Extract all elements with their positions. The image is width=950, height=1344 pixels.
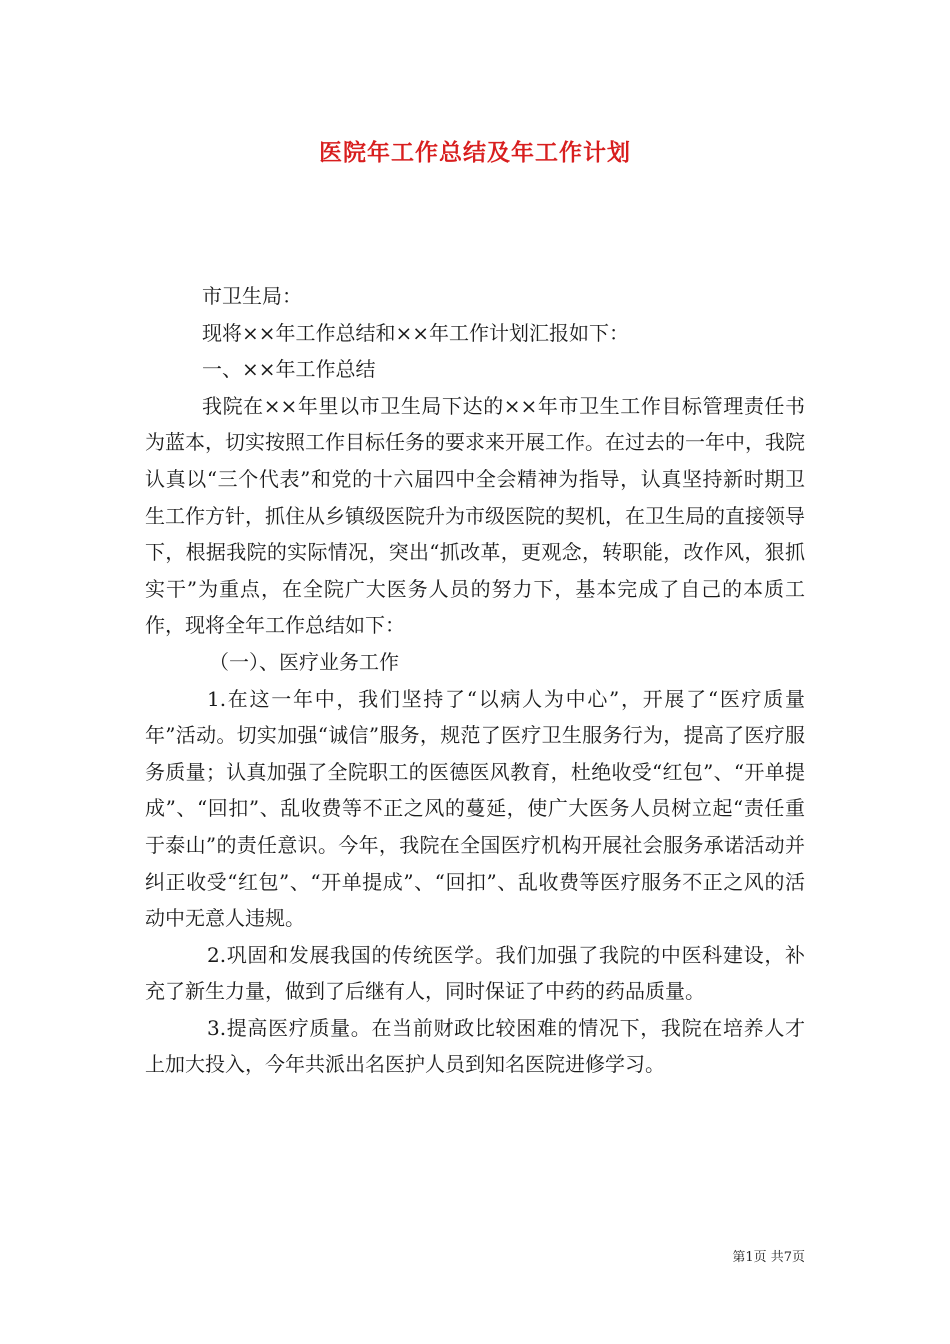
- document-body: [145, 278, 805, 1083]
- list-item-2: 2.巩固和发展我国的传统医学。我们加强了我院的中医科建设，补充了新生力量，做到了后继有人，同时保证了中药的药品质量。: [145, 942, 805, 1004]
- summary-paragraph: 我院在××年里以市卫生局下达的××年市卫生工作目标管理责任书为蓝本，切实按照工作目标任务的要求来开展工作。在过去的一年中，我院认真以“三个代表”和党的十六届四中全会精神为指导，认真坚持新时期卫生工作方针，抓住从乡镇级医院升为市级医院的契机，在卫生局的直接领导下，根据我院的实际情况，突出“抓改革，更观念，转职能，改作风，狠抓实干”为重点，在全院广大医务人员的努力下，基本完成了自己的本质工作，现将全年工作总结如下：: [145, 393, 805, 638]
- salutation: 市卫生局：: [202, 284, 302, 308]
- intro-paragraph: 现将××年工作总结和××年工作计划汇报如下：: [202, 320, 630, 345]
- subsection-heading: （一）、医疗业务工作: [209, 649, 399, 674]
- section-heading: 一、××年工作总结: [202, 357, 376, 382]
- document-title: 医院年工作总结及年工作计划: [319, 139, 631, 166]
- page-number: 第1页 共7页: [732, 1250, 805, 1265]
- list-item-1: 1.在这一年中，我们坚持了“以病人为中心”，开展了“医疗质量年”活动。切实加强“诚信”服务，规范了医疗卫生服务行为，提高了医疗服务质量；认真加强了全院职工的医德医风教育，杜绝收受“红包”、“开单提成”、“回扣”、乱收费等不正之风的蔓延，使广大医务人员树立起“责任重于泰山”的责任意识。今年，我院在全国医疗机构开展社会服务承诺活动并纠正收受“红包”、“开单提成”、“回扣”、乱收费等医疗服务不正之风的活动中无意人违规。: [145, 686, 805, 931]
- list-item-3: 3.提高医疗质量。在当前财政比较困难的情况下，我院在培养人才上加大投入，今年共派出名医护人员到知名医院进修学习。: [145, 1015, 805, 1077]
